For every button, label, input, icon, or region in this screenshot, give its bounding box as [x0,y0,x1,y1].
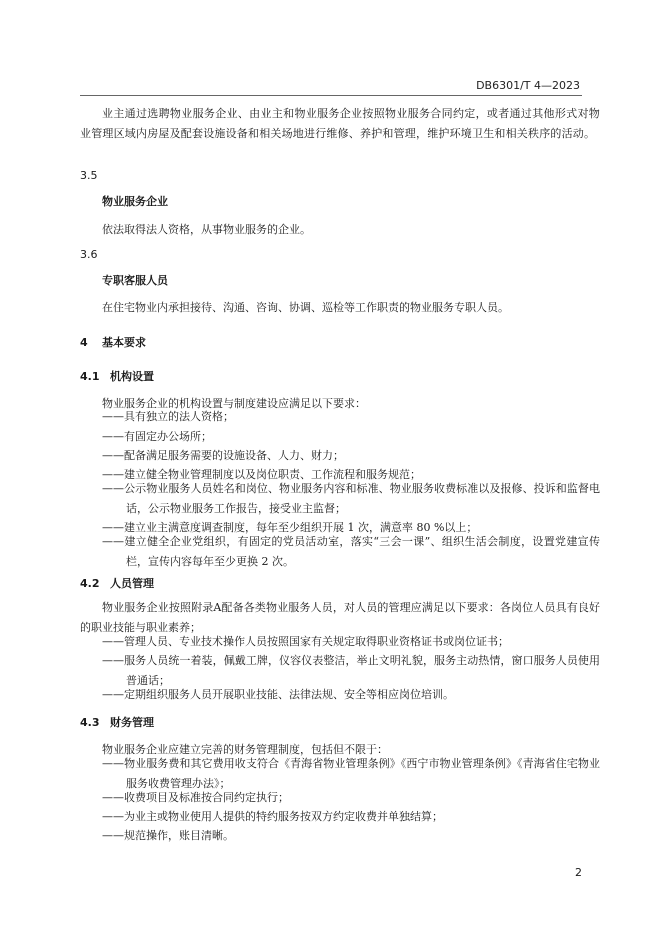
list-item: ——配备满足服务需要的设施设备、人力、财力； [102,449,344,462]
list-item: ——定期组织服务人员开展职业技能、法律法规、安全等相应岗位培训。 [102,688,454,701]
section-number: 4 [80,336,88,349]
subsection-title: 机构设置 [110,370,154,383]
list-item: ——服务人员统一着装，佩戴工牌，仪容仪表整洁，举止文明礼貌，服务主动热情，窗口服务人员使用普通话； [102,654,600,687]
list-item: ——收费项目及标准按合同约定执行； [102,791,289,804]
term-definition: 依法取得法人资格，从事物业服务的企业。 [102,223,311,236]
list-item: ——建立健全物业管理制度以及岗位职责、工作流程和服务规范； [102,468,421,481]
list-item: ——公示物业服务人员姓名和岗位、物业服务内容和标准、物业服务收费标准以及报修、投诉和监督电话，公示物业服务工作报告，接受业主监督； [102,482,600,515]
section-lead: 物业服务企业按照附录A配备各类物业服务人员，对人员的管理应满足以下要求：各岗位人员具有良好的职业技能与职业素养； [80,601,600,634]
term-title: 物业服务企业 [102,195,168,208]
section-lead: 物业服务企业的机构设置与制度建设应满足以下要求： [102,397,366,410]
subsection-heading [80,714,154,730]
term-definition: 在住宅物业内承担接待、沟通、咨询、协调、巡检等工作职责的物业服务专职人员。 [102,301,509,314]
term-title: 专职客服人员 [102,274,168,287]
section-title: 基本要求 [102,336,146,349]
subsection-heading [80,575,154,591]
subsection-number: 4.1 [80,370,100,383]
list-item: ——有固定办公场所； [102,430,212,443]
document-id-header: DB6301/T 4—2023 [476,79,580,92]
list-item: ——管理人员、专业技术操作人员按照国家有关规定取得职业资格证书或岗位证书； [102,635,509,648]
section-heading [80,334,146,350]
subsection-title: 财务管理 [110,716,154,729]
list-item: ——具有独立的法人资格； [102,410,234,423]
term-number: 3.6 [80,248,98,261]
subsection-number: 4.2 [80,577,100,590]
list-item: ——建立业主满意度调查制度，每年至少组织开展 1 次，满意率 80 %以上； [102,521,478,534]
intro-paragraph: 业主通过选聘物业服务企业、由业主和物业服务企业按照物业服务合同约定，或者通过其他形式对物业管理区域内房屋及配套设施设备和相关场地进行维修、养护和管理，维护环境卫生和相关秩序的活动。 [80,107,600,140]
subsection-title: 人员管理 [110,577,154,590]
subsection-heading [80,368,154,384]
list-item: ——规范操作，账目清晰。 [102,829,234,842]
subsection-number: 4.3 [80,716,100,729]
page-number: 2 [575,866,582,879]
list-item: ——建立健全企业党组织，有固定的党员活动室，落实“三会一课”、组织生活会制度，设置党建宣传栏，宣传内容每年至少更换 2 次。 [102,535,600,568]
list-item: ——物业服务费和其它费用收支符合《青海省物业管理条例》《西宁市物业管理条例》《青海省住宅物业服务收费管理办法》； [102,757,600,790]
term-number: 3.5 [80,169,98,182]
section-lead: 物业服务企业应建立完善的财务管理制度，包括但不限于： [102,743,388,756]
header-rule [80,95,582,96]
list-item: ——为业主或物业使用人提供的特约服务按双方约定收费并单独结算； [102,810,443,823]
